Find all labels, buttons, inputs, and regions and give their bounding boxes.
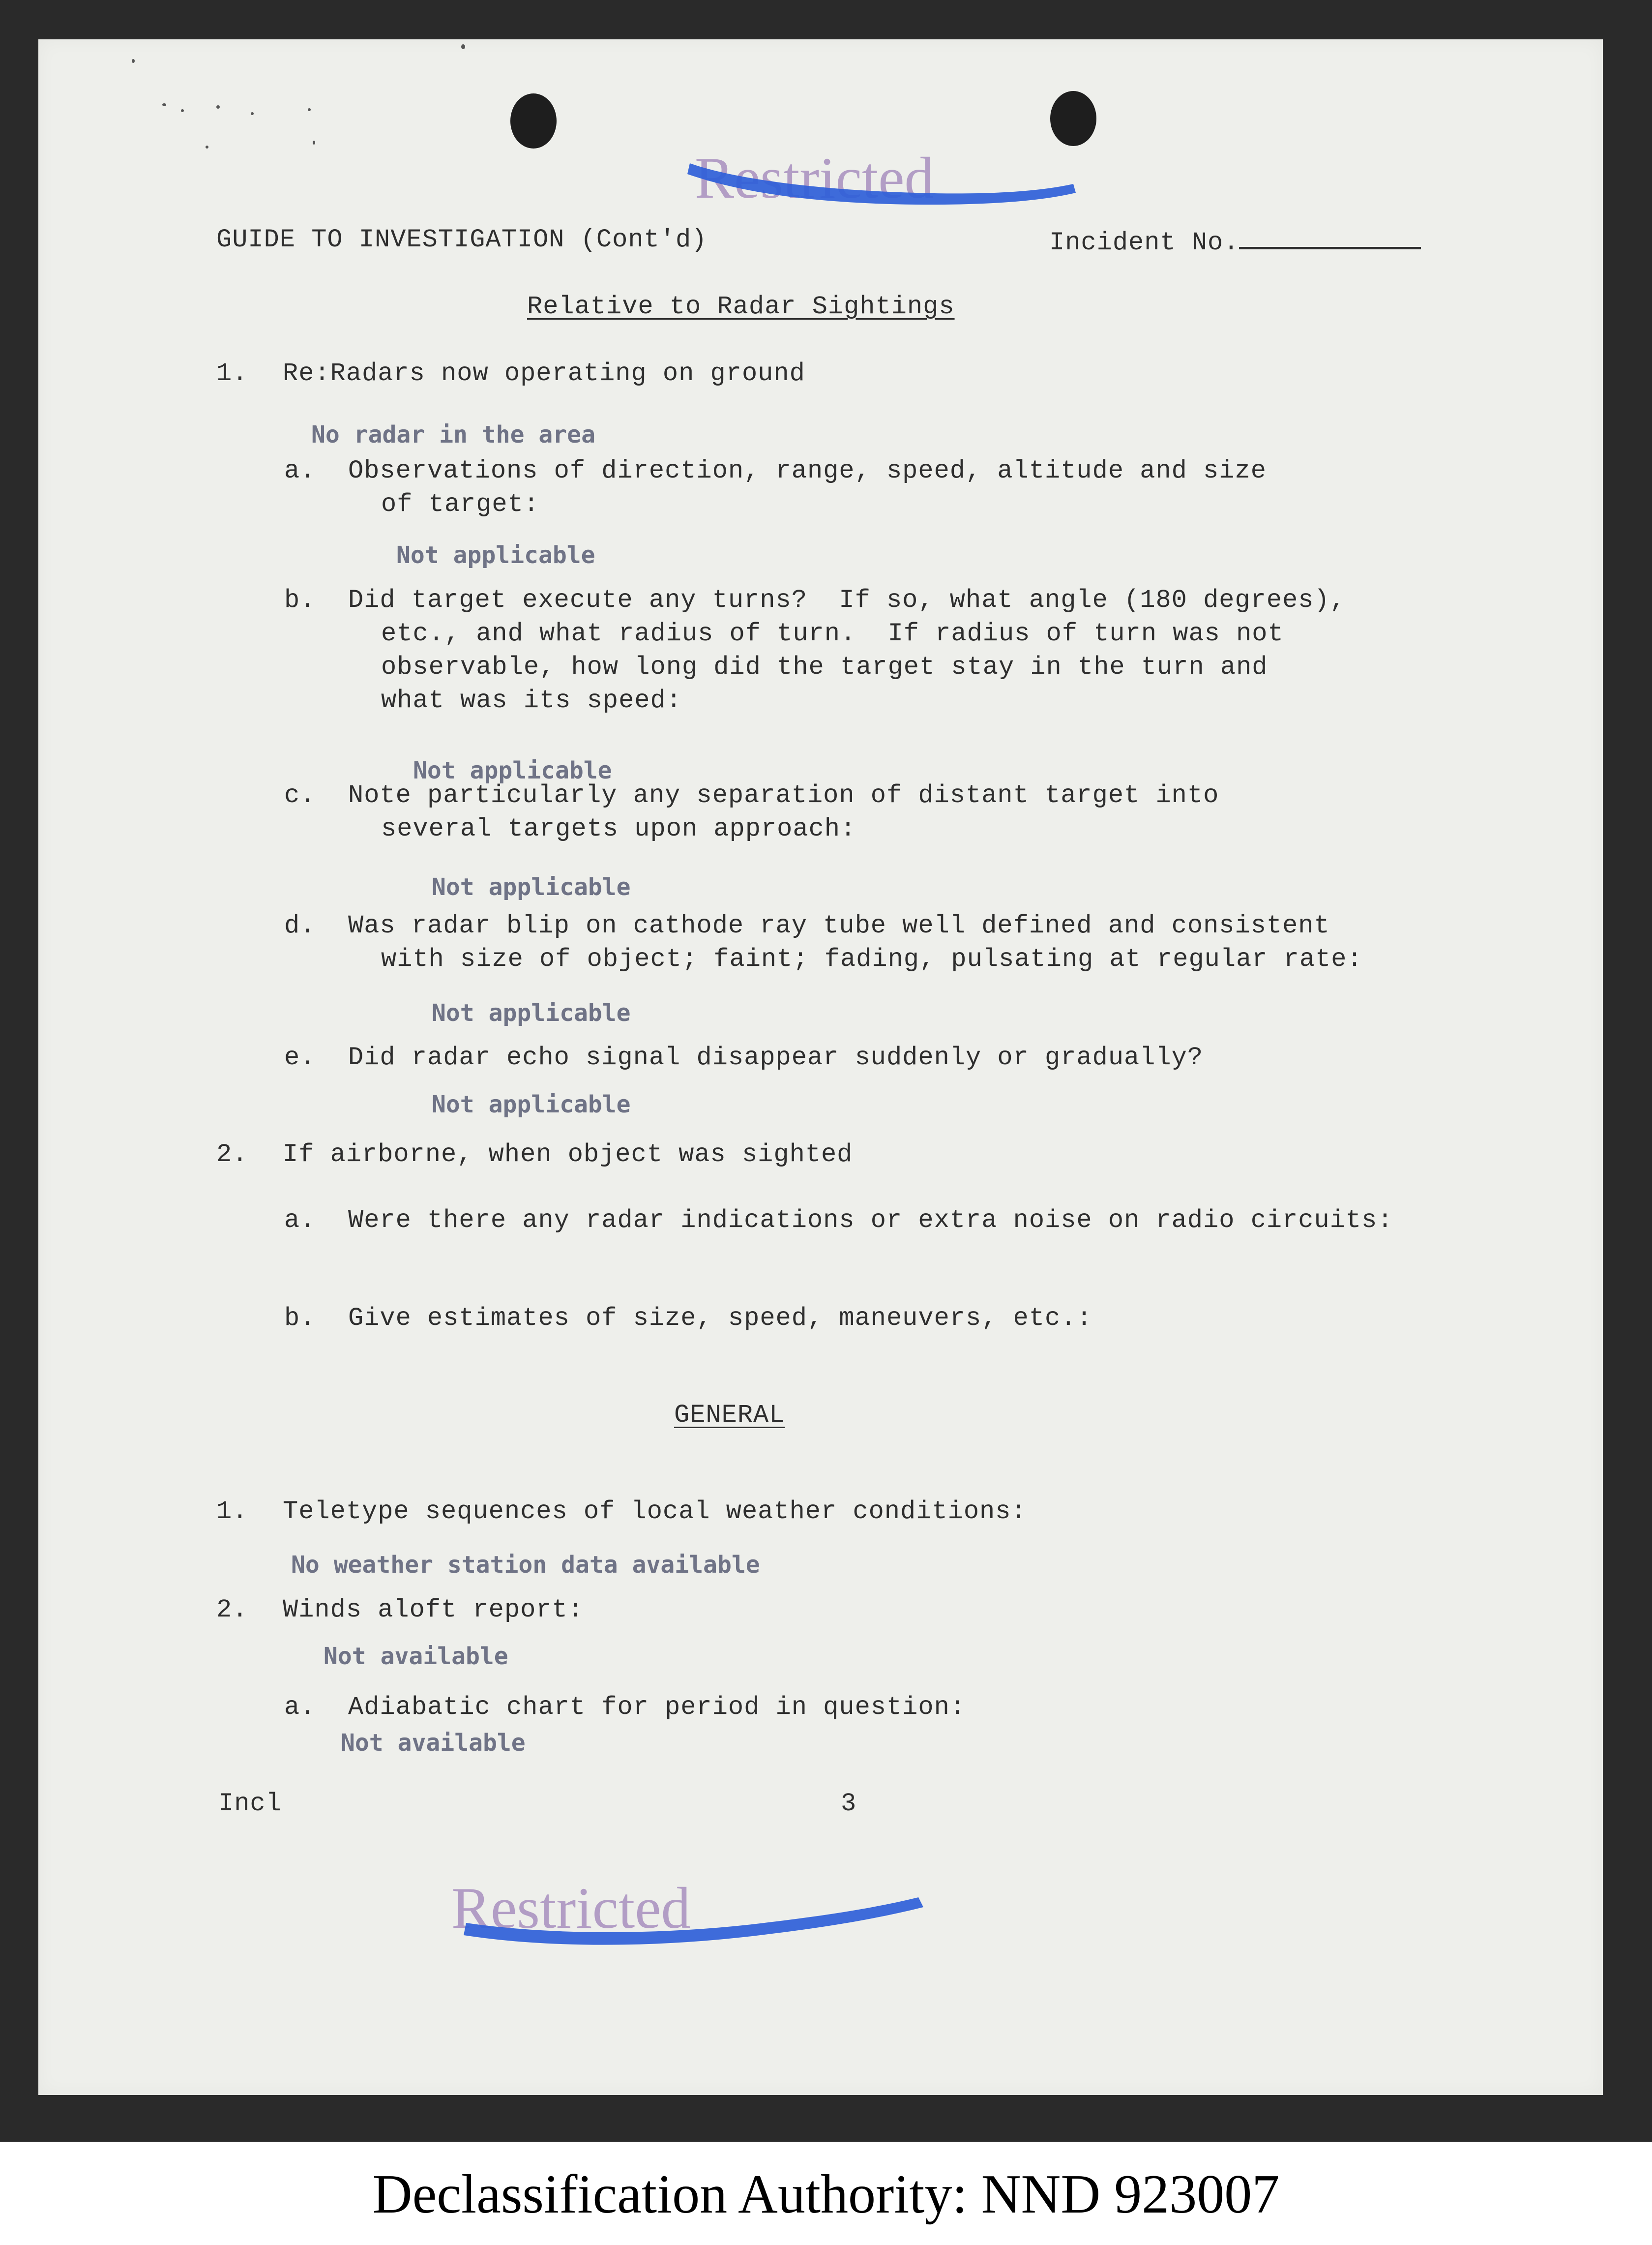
restricted-stamp-bottom — [451, 1869, 933, 1962]
typed-answer: Not applicable — [432, 1091, 631, 1118]
typed-answer: Not available — [341, 1729, 526, 1757]
typed-answer: Not applicable — [432, 873, 631, 901]
declassification-caption: Declassification Authority: NND 923007 — [372, 2164, 1280, 2225]
subitem-letter: b. — [284, 586, 316, 615]
subitem-text: Was radar blip on cathode ray tube well defined and consistent — [348, 911, 1330, 940]
typed-answer: Not applicable — [413, 757, 612, 784]
subitem-letter: a. — [284, 1693, 316, 1722]
subitem-text: several targets upon approach: — [381, 814, 856, 843]
item-number: 2. — [216, 1140, 248, 1169]
document-page — [38, 39, 1603, 2095]
paper-speck — [132, 59, 135, 63]
section-heading-general: GENERAL — [674, 1401, 785, 1430]
item-text: Teletype sequences of local weather conditions: — [283, 1497, 1027, 1526]
paper-speck — [216, 105, 220, 109]
subitem-text: etc., and what radius of turn. If radius of turn was not — [381, 619, 1284, 648]
typed-answer: Not available — [324, 1643, 508, 1670]
subitem-text: observable, how long did the target stay in the turn and — [381, 653, 1268, 682]
paper-speck — [461, 44, 465, 49]
subitem-text: with size of object; faint; fading, pulsating at regular rate: — [381, 945, 1363, 974]
typed-answer: Not applicable — [432, 999, 631, 1027]
incident-number-label: Incident No. — [1049, 228, 1239, 257]
subitem-text: Observations of direction, range, speed, altitude and size — [348, 456, 1267, 485]
item-text: Winds aloft report: — [283, 1595, 584, 1624]
subitem-text: Did target execute any turns? If so, what angle (180 degrees), — [348, 586, 1346, 615]
item-text: Re:Radars now operating on ground — [283, 359, 805, 388]
subitem-letter: b. — [284, 1304, 316, 1333]
subitem-letter: c. — [284, 781, 316, 810]
subitem-text: Give estimates of size, speed, maneuvers, etc.: — [348, 1304, 1092, 1333]
paper-speck — [313, 141, 315, 145]
subitem-letter: a. — [284, 1206, 316, 1235]
page-number: 3 — [841, 1789, 857, 1818]
paper-speck — [162, 103, 166, 106]
paper-speck — [308, 108, 311, 111]
paper-speck — [251, 112, 254, 115]
restricted-stamp-text: Restricted — [451, 1875, 691, 1941]
incident-number-blank — [1239, 227, 1421, 249]
subitem-text: Note particularly any separation of distant target into — [348, 781, 1219, 810]
incident-number-field — [1049, 227, 1421, 256]
subitem-text: Did radar echo signal disappear suddenly or gradually? — [348, 1043, 1204, 1072]
document-title: GUIDE TO INVESTIGATION (Cont'd) — [216, 225, 708, 254]
subitem-text: Adiabatic chart for period in question: — [348, 1693, 966, 1722]
footer-incl: Incl — [218, 1789, 282, 1818]
typed-answer: No radar in the area — [311, 421, 595, 449]
punch-hole-right — [1050, 91, 1096, 146]
item-text: If airborne, when object was sighted — [283, 1140, 853, 1169]
subitem-letter: e. — [284, 1043, 316, 1072]
blue-marker-strike — [451, 1869, 933, 1962]
typed-answer: No weather station data available — [291, 1551, 760, 1579]
paper-speck — [206, 146, 208, 149]
restricted-stamp-text: Restricted — [695, 145, 934, 210]
item-number: 1. — [216, 1497, 248, 1526]
paper-speck — [181, 109, 184, 112]
item-number: 1. — [216, 359, 248, 388]
subitem-text: of target: — [381, 490, 540, 519]
typed-answer: Not applicable — [396, 541, 595, 569]
subitem-text: what was its speed: — [381, 686, 682, 715]
restricted-stamp-top — [680, 144, 1083, 222]
subitem-text: Were there any radar indications or extra noise on radio circuits: — [348, 1206, 1393, 1235]
section-heading-radar: Relative to Radar Sightings — [527, 292, 955, 321]
subitem-letter: d. — [284, 911, 316, 940]
subitem-letter: a. — [284, 456, 316, 485]
blue-marker-strike — [680, 144, 1083, 222]
punch-hole-left — [510, 93, 557, 149]
item-number: 2. — [216, 1595, 248, 1624]
